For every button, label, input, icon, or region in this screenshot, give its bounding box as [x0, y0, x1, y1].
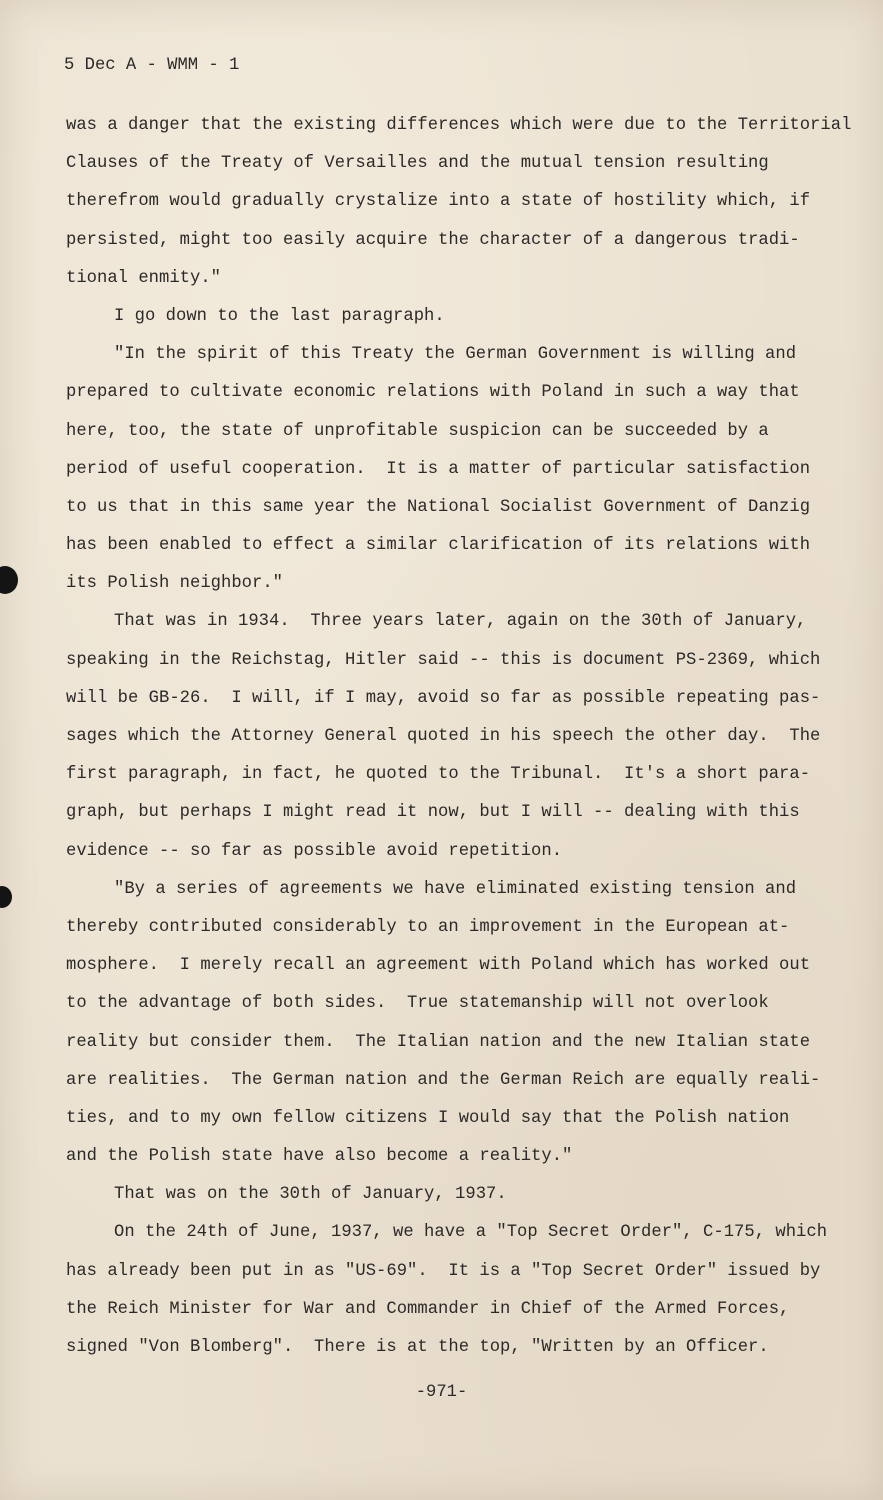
text-line: therefrom would gradually crystalize into a state of hostility which, if	[66, 192, 811, 212]
punch-hole	[0, 886, 12, 908]
text-line: persisted, might too easily acquire the character of a dangerous tradi-	[66, 230, 800, 250]
text-line: I go down to the last paragraph.	[114, 306, 445, 326]
punch-hole	[0, 566, 18, 594]
text-line: has already been put in as "US-69". It is a "Top Secret Order" issued by	[66, 1261, 821, 1281]
text-line: sages which the Attorney General quoted in his speech the other day. The	[66, 727, 821, 746]
text-line: Clauses of the Treaty of Versailles and the mutual tension resulting	[66, 154, 769, 174]
text-line: first paragraph, in fact, he quoted to the Tribunal. It's a short para-	[66, 765, 811, 785]
text-line: signed "Von Blomberg". There is at the top, "Written by an Officer.	[66, 1338, 769, 1357]
text-line: mosphere. I merely recall an agreement with Poland which has worked out	[66, 956, 811, 976]
text-line: the Reich Minister for War and Commander in Chief of the Armed Forces,	[66, 1299, 790, 1319]
text-line: here, too, the state of unprofitable suspicion can be succeeded by a	[66, 421, 769, 441]
text-line: That was in 1934. Three years later, again on the 30th of January,	[114, 612, 807, 632]
text-line: tional enmity."	[66, 268, 222, 288]
text-line: has been enabled to effect a similar clarification of its relations with	[66, 536, 811, 556]
text-line: was a danger that the existing differences which were due to the Territorial	[66, 116, 852, 135]
text-line: will be GB-26. I will, if I may, avoid so far as possible repeating pas-	[66, 688, 821, 708]
text-line: ties, and to my own fellow citizens I would say that the Polish nation	[66, 1108, 790, 1128]
text-line: graph, but perhaps I might read it now, but I will -- dealing with this	[66, 803, 800, 823]
text-line: prepared to cultivate economic relations with Poland in such a way that	[66, 383, 800, 403]
text-line: "By a series of agreements we have eliminated existing tension and	[114, 879, 797, 899]
text-line: speaking in the Reichstag, Hitler said -- this is document PS-2369, which	[66, 650, 821, 670]
text-line: reality but consider them. The Italian nation and the new Italian state	[66, 1032, 811, 1052]
text-line: period of useful cooperation. It is a matter of particular satisfaction	[66, 459, 811, 479]
text-line: its Polish neighbor."	[66, 574, 284, 594]
typed-text-body	[66, 112, 852, 1372]
page-number: -971-	[415, 1383, 468, 1402]
text-line: evidence -- so far as possible avoid repetition.	[66, 841, 563, 861]
page-header: 5 Dec A - WMM - 1	[64, 56, 240, 75]
text-line: "In the spirit of this Treaty the German Government is willing and	[114, 345, 797, 365]
text-line: and the Polish state have also become a reality."	[66, 1147, 573, 1167]
text-line: That was on the 30th of January, 1937.	[114, 1185, 507, 1205]
text-line: to the advantage of both sides. True statemanship will not overlook	[66, 994, 769, 1014]
text-line: to us that in this same year the National Socialist Government of Danzig	[66, 497, 811, 517]
text-line: thereby contributed considerably to an improvement in the European at-	[66, 917, 790, 937]
text-line: are realities. The German nation and the German Reich are equally reali-	[66, 1070, 821, 1090]
text-line: On the 24th of June, 1937, we have a "Top Secret Order", C-175, which	[114, 1223, 828, 1243]
